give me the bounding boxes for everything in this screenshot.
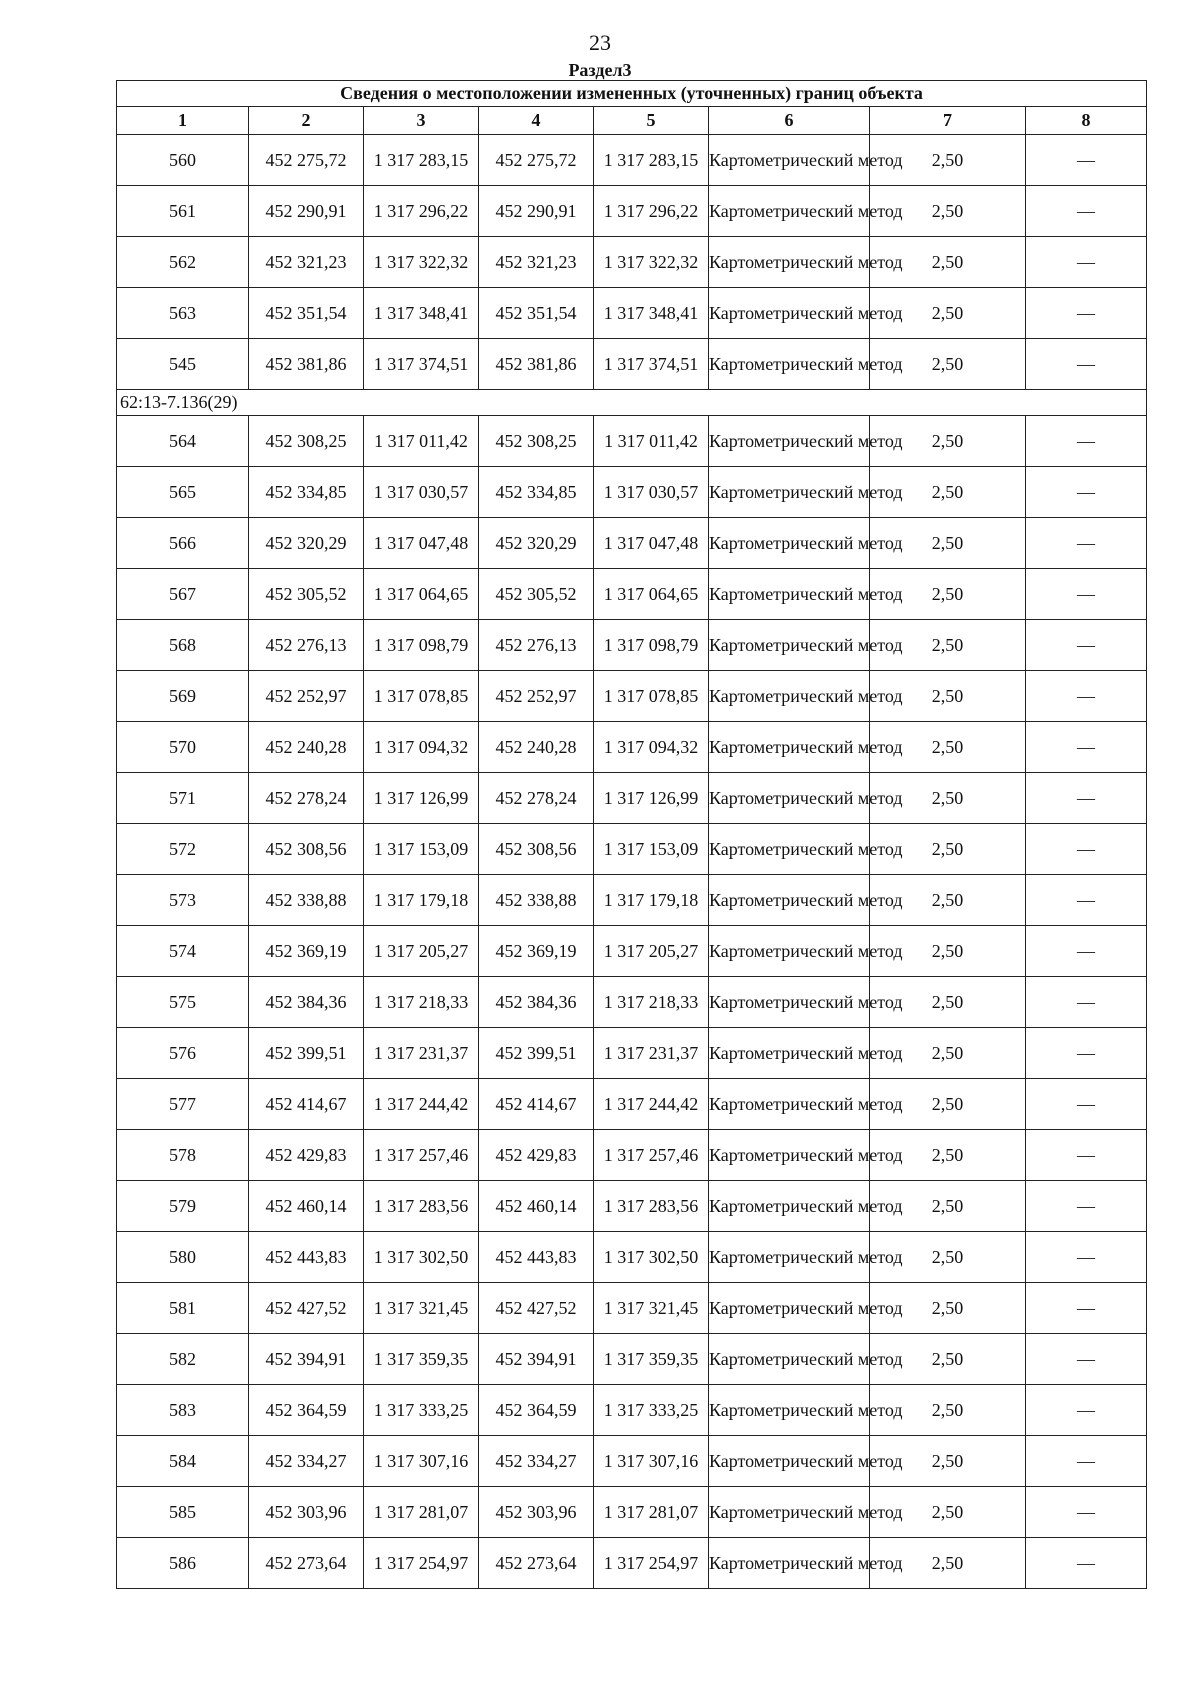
note-cell — [1026, 1130, 1147, 1181]
y-new-cell: 1 317 257,46 — [594, 1130, 709, 1181]
x-old-cell: 452 275,72 — [249, 135, 364, 186]
method-cell: Картометрический метод — [709, 722, 870, 773]
x-old-cell: 452 240,28 — [249, 722, 364, 773]
y-new-cell: 1 317 153,09 — [594, 824, 709, 875]
column-header: 4 — [479, 107, 594, 135]
column-header: 2 — [249, 107, 364, 135]
dash-mark: — — [1077, 1297, 1096, 1318]
table-row — [117, 339, 1147, 390]
note-cell — [1026, 1283, 1147, 1334]
precision-cell: 2,50 — [870, 416, 1026, 467]
rows-after-group — [117, 416, 1147, 1589]
page-number: 23 — [589, 30, 611, 55]
y-new-cell: 1 317 030,57 — [594, 467, 709, 518]
x-old-cell: 452 394,91 — [249, 1334, 364, 1385]
precision-cell: 2,50 — [870, 620, 1026, 671]
y-old-cell: 1 317 283,15 — [364, 135, 479, 186]
table-row — [117, 875, 1147, 926]
note-cell — [1026, 773, 1147, 824]
note-cell — [1026, 671, 1147, 722]
note-cell — [1026, 288, 1147, 339]
method-cell: Картометрический метод — [709, 467, 870, 518]
x-old-cell: 452 290,91 — [249, 186, 364, 237]
precision-cell: 2,50 — [870, 339, 1026, 390]
x-new-cell: 452 369,19 — [479, 926, 594, 977]
point-number-cell: 571 — [117, 773, 249, 824]
y-new-cell: 1 317 283,15 — [594, 135, 709, 186]
x-old-cell: 452 276,13 — [249, 620, 364, 671]
method-cell: Картометрический метод — [709, 416, 870, 467]
dash-mark: — — [1077, 1042, 1096, 1063]
note-cell — [1026, 1028, 1147, 1079]
precision-cell: 2,50 — [870, 671, 1026, 722]
table-row — [117, 773, 1147, 824]
y-new-cell: 1 317 078,85 — [594, 671, 709, 722]
note-cell — [1026, 518, 1147, 569]
precision-cell: 2,50 — [870, 1487, 1026, 1538]
table-row — [117, 1232, 1147, 1283]
table-row — [117, 135, 1147, 186]
point-number-cell: 565 — [117, 467, 249, 518]
y-new-cell: 1 317 374,51 — [594, 339, 709, 390]
y-new-cell: 1 317 296,22 — [594, 186, 709, 237]
section-label: Раздел3 — [568, 60, 632, 80]
x-old-cell: 452 303,96 — [249, 1487, 364, 1538]
note-cell — [1026, 1436, 1147, 1487]
x-new-cell: 452 384,36 — [479, 977, 594, 1028]
table-row — [117, 237, 1147, 288]
point-number-cell: 566 — [117, 518, 249, 569]
x-old-cell: 452 384,36 — [249, 977, 364, 1028]
x-new-cell: 452 240,28 — [479, 722, 594, 773]
table-row — [117, 1079, 1147, 1130]
x-new-cell: 452 320,29 — [479, 518, 594, 569]
point-number-cell: 568 — [117, 620, 249, 671]
x-old-cell: 452 308,25 — [249, 416, 364, 467]
dash-mark: — — [1077, 1552, 1096, 1573]
table-row — [117, 926, 1147, 977]
dash-mark: — — [1077, 1399, 1096, 1420]
point-number-cell: 577 — [117, 1079, 249, 1130]
x-old-cell: 452 443,83 — [249, 1232, 364, 1283]
note-cell — [1026, 1334, 1147, 1385]
dash-mark: — — [1077, 353, 1096, 374]
y-new-cell: 1 317 333,25 — [594, 1385, 709, 1436]
y-old-cell: 1 317 218,33 — [364, 977, 479, 1028]
point-number-cell: 560 — [117, 135, 249, 186]
y-new-cell: 1 317 359,35 — [594, 1334, 709, 1385]
dash-mark: — — [1077, 1501, 1096, 1522]
precision-cell: 2,50 — [870, 467, 1026, 518]
note-cell — [1026, 1487, 1147, 1538]
x-old-cell: 452 252,97 — [249, 671, 364, 722]
table-row — [117, 671, 1147, 722]
dash-mark: — — [1077, 430, 1096, 451]
x-new-cell: 452 429,83 — [479, 1130, 594, 1181]
group-label: 62:13-7.136(29) — [117, 390, 1147, 416]
method-cell: Картометрический метод — [709, 569, 870, 620]
precision-cell: 2,50 — [870, 1385, 1026, 1436]
x-old-cell: 452 427,52 — [249, 1283, 364, 1334]
point-number-cell: 586 — [117, 1538, 249, 1589]
x-new-cell: 452 427,52 — [479, 1283, 594, 1334]
dash-mark: — — [1077, 1195, 1096, 1216]
precision-cell: 2,50 — [870, 1079, 1026, 1130]
y-old-cell: 1 317 179,18 — [364, 875, 479, 926]
y-new-cell: 1 317 307,16 — [594, 1436, 709, 1487]
x-old-cell: 452 308,56 — [249, 824, 364, 875]
dash-mark: — — [1077, 200, 1096, 221]
precision-cell: 2,50 — [870, 569, 1026, 620]
x-old-cell: 452 369,19 — [249, 926, 364, 977]
precision-cell: 2,50 — [870, 773, 1026, 824]
table-row — [117, 1334, 1147, 1385]
precision-cell: 2,50 — [870, 186, 1026, 237]
dash-mark: — — [1077, 481, 1096, 502]
table-row — [117, 288, 1147, 339]
method-cell: Картометрический метод — [709, 620, 870, 671]
method-cell: Картометрический метод — [709, 875, 870, 926]
column-header: 8 — [1026, 107, 1147, 135]
x-new-cell: 452 321,23 — [479, 237, 594, 288]
point-number-cell: 569 — [117, 671, 249, 722]
note-cell — [1026, 722, 1147, 773]
y-old-cell: 1 317 322,32 — [364, 237, 479, 288]
dash-mark: — — [1077, 302, 1096, 323]
precision-cell: 2,50 — [870, 237, 1026, 288]
note-cell — [1026, 1538, 1147, 1589]
note-cell — [1026, 186, 1147, 237]
x-new-cell: 452 252,97 — [479, 671, 594, 722]
point-number-cell: 572 — [117, 824, 249, 875]
point-number-cell: 578 — [117, 1130, 249, 1181]
y-old-cell: 1 317 302,50 — [364, 1232, 479, 1283]
method-cell: Картометрический метод — [709, 1385, 870, 1436]
note-cell — [1026, 237, 1147, 288]
dash-mark: — — [1077, 1450, 1096, 1471]
point-number-cell: 576 — [117, 1028, 249, 1079]
y-new-cell: 1 317 126,99 — [594, 773, 709, 824]
y-old-cell: 1 317 030,57 — [364, 467, 479, 518]
x-old-cell: 452 364,59 — [249, 1385, 364, 1436]
note-cell — [1026, 824, 1147, 875]
x-old-cell: 452 381,86 — [249, 339, 364, 390]
y-new-cell: 1 317 244,42 — [594, 1079, 709, 1130]
method-cell: Картометрический метод — [709, 773, 870, 824]
table-row — [117, 1130, 1147, 1181]
dash-mark: — — [1077, 685, 1096, 706]
point-number-cell: 567 — [117, 569, 249, 620]
precision-cell: 2,50 — [870, 135, 1026, 186]
x-old-cell: 452 351,54 — [249, 288, 364, 339]
point-number-cell: 585 — [117, 1487, 249, 1538]
table-row — [117, 416, 1147, 467]
dash-mark: — — [1077, 940, 1096, 961]
method-cell: Картометрический метод — [709, 926, 870, 977]
point-number-cell: 561 — [117, 186, 249, 237]
point-number-cell: 564 — [117, 416, 249, 467]
note-cell — [1026, 1079, 1147, 1130]
y-new-cell: 1 317 179,18 — [594, 875, 709, 926]
method-cell: Картометрический метод — [709, 824, 870, 875]
precision-cell: 2,50 — [870, 1538, 1026, 1589]
note-cell — [1026, 926, 1147, 977]
note-cell — [1026, 135, 1147, 186]
precision-cell: 2,50 — [870, 824, 1026, 875]
table-caption-row — [117, 81, 1147, 107]
method-cell: Картометрический метод — [709, 237, 870, 288]
method-cell: Картометрический метод — [709, 518, 870, 569]
y-new-cell: 1 317 205,27 — [594, 926, 709, 977]
point-number-cell: 574 — [117, 926, 249, 977]
y-old-cell: 1 317 374,51 — [364, 339, 479, 390]
y-new-cell: 1 317 322,32 — [594, 237, 709, 288]
group-row — [117, 390, 1147, 416]
table-row — [117, 569, 1147, 620]
y-old-cell: 1 317 307,16 — [364, 1436, 479, 1487]
method-cell: Картометрический метод — [709, 1028, 870, 1079]
point-number-cell: 583 — [117, 1385, 249, 1436]
y-old-cell: 1 317 047,48 — [364, 518, 479, 569]
column-header-row — [117, 107, 1147, 135]
method-cell: Картометрический метод — [709, 1232, 870, 1283]
y-old-cell: 1 317 153,09 — [364, 824, 479, 875]
y-new-cell: 1 317 011,42 — [594, 416, 709, 467]
dash-mark: — — [1077, 532, 1096, 553]
rows-before-group — [117, 135, 1147, 390]
dash-mark: — — [1077, 1246, 1096, 1267]
method-cell: Картометрический метод — [709, 1283, 870, 1334]
method-cell: Картометрический метод — [709, 1130, 870, 1181]
point-number-cell: 562 — [117, 237, 249, 288]
x-new-cell: 452 443,83 — [479, 1232, 594, 1283]
method-cell: Картометрический метод — [709, 339, 870, 390]
method-cell: Картометрический метод — [709, 288, 870, 339]
y-old-cell: 1 317 257,46 — [364, 1130, 479, 1181]
dash-mark: — — [1077, 634, 1096, 655]
coordinates-table — [116, 80, 1147, 1589]
table-row — [117, 620, 1147, 671]
method-cell: Картометрический метод — [709, 186, 870, 237]
x-new-cell: 452 278,24 — [479, 773, 594, 824]
precision-cell: 2,50 — [870, 1028, 1026, 1079]
dash-mark: — — [1077, 991, 1096, 1012]
y-old-cell: 1 317 348,41 — [364, 288, 479, 339]
precision-cell: 2,50 — [870, 926, 1026, 977]
table-row — [117, 186, 1147, 237]
table-row — [117, 518, 1147, 569]
precision-cell: 2,50 — [870, 722, 1026, 773]
y-old-cell: 1 317 094,32 — [364, 722, 479, 773]
point-number-cell: 579 — [117, 1181, 249, 1232]
dash-mark: — — [1077, 736, 1096, 757]
x-new-cell: 452 308,56 — [479, 824, 594, 875]
x-old-cell: 452 414,67 — [249, 1079, 364, 1130]
y-new-cell: 1 317 098,79 — [594, 620, 709, 671]
y-new-cell: 1 317 281,07 — [594, 1487, 709, 1538]
x-old-cell: 452 305,52 — [249, 569, 364, 620]
method-cell: Картометрический метод — [709, 1181, 870, 1232]
y-old-cell: 1 317 078,85 — [364, 671, 479, 722]
x-new-cell: 452 308,25 — [479, 416, 594, 467]
note-cell — [1026, 1385, 1147, 1436]
x-old-cell: 452 273,64 — [249, 1538, 364, 1589]
y-new-cell: 1 317 348,41 — [594, 288, 709, 339]
y-old-cell: 1 317 231,37 — [364, 1028, 479, 1079]
precision-cell: 2,50 — [870, 1130, 1026, 1181]
precision-cell: 2,50 — [870, 977, 1026, 1028]
note-cell — [1026, 569, 1147, 620]
table-row — [117, 1436, 1147, 1487]
y-old-cell: 1 317 254,97 — [364, 1538, 479, 1589]
table-row — [117, 1181, 1147, 1232]
point-number-cell: 575 — [117, 977, 249, 1028]
y-old-cell: 1 317 126,99 — [364, 773, 479, 824]
point-number-cell: 581 — [117, 1283, 249, 1334]
table-row — [117, 977, 1147, 1028]
x-old-cell: 452 320,29 — [249, 518, 364, 569]
method-cell: Картометрический метод — [709, 1334, 870, 1385]
x-old-cell: 452 334,85 — [249, 467, 364, 518]
x-new-cell: 452 460,14 — [479, 1181, 594, 1232]
table-row — [117, 1385, 1147, 1436]
y-new-cell: 1 317 254,97 — [594, 1538, 709, 1589]
method-cell: Картометрический метод — [709, 671, 870, 722]
method-cell: Картометрический метод — [709, 977, 870, 1028]
x-old-cell: 452 429,83 — [249, 1130, 364, 1181]
y-old-cell: 1 317 098,79 — [364, 620, 479, 671]
table-row — [117, 1538, 1147, 1589]
precision-cell: 2,50 — [870, 1181, 1026, 1232]
x-new-cell: 452 338,88 — [479, 875, 594, 926]
precision-cell: 2,50 — [870, 1334, 1026, 1385]
dash-mark: — — [1077, 1348, 1096, 1369]
dash-mark: — — [1077, 787, 1096, 808]
dash-mark: — — [1077, 583, 1096, 604]
y-old-cell: 1 317 244,42 — [364, 1079, 479, 1130]
x-new-cell: 452 351,54 — [479, 288, 594, 339]
column-header: 5 — [594, 107, 709, 135]
x-new-cell: 452 334,27 — [479, 1436, 594, 1487]
precision-cell: 2,50 — [870, 1283, 1026, 1334]
x-old-cell: 452 334,27 — [249, 1436, 364, 1487]
x-new-cell: 452 275,72 — [479, 135, 594, 186]
y-old-cell: 1 317 064,65 — [364, 569, 479, 620]
y-new-cell: 1 317 321,45 — [594, 1283, 709, 1334]
note-cell — [1026, 339, 1147, 390]
point-number-cell: 563 — [117, 288, 249, 339]
y-old-cell: 1 317 205,27 — [364, 926, 479, 977]
table-row — [117, 1283, 1147, 1334]
table-caption: Сведения о местоположении измененных (уточненных) границ объекта — [117, 81, 1147, 107]
point-number-cell: 573 — [117, 875, 249, 926]
table-row — [117, 467, 1147, 518]
y-old-cell: 1 317 011,42 — [364, 416, 479, 467]
y-new-cell: 1 317 283,56 — [594, 1181, 709, 1232]
note-cell — [1026, 875, 1147, 926]
y-old-cell: 1 317 296,22 — [364, 186, 479, 237]
note-cell — [1026, 416, 1147, 467]
point-number-cell: 580 — [117, 1232, 249, 1283]
note-cell — [1026, 977, 1147, 1028]
x-new-cell: 452 414,67 — [479, 1079, 594, 1130]
dash-mark: — — [1077, 251, 1096, 272]
method-cell: Картометрический метод — [709, 1436, 870, 1487]
x-new-cell: 452 303,96 — [479, 1487, 594, 1538]
note-cell — [1026, 467, 1147, 518]
y-new-cell: 1 317 064,65 — [594, 569, 709, 620]
precision-cell: 2,50 — [870, 288, 1026, 339]
x-new-cell: 452 364,59 — [479, 1385, 594, 1436]
x-old-cell: 452 460,14 — [249, 1181, 364, 1232]
x-new-cell: 452 305,52 — [479, 569, 594, 620]
y-old-cell: 1 317 359,35 — [364, 1334, 479, 1385]
x-new-cell: 452 399,51 — [479, 1028, 594, 1079]
dash-mark: — — [1077, 1144, 1096, 1165]
x-new-cell: 452 381,86 — [479, 339, 594, 390]
point-number-cell: 545 — [117, 339, 249, 390]
x-new-cell: 452 394,91 — [479, 1334, 594, 1385]
method-cell: Картометрический метод — [709, 1487, 870, 1538]
y-new-cell: 1 317 094,32 — [594, 722, 709, 773]
dash-mark: — — [1077, 838, 1096, 859]
x-old-cell: 452 338,88 — [249, 875, 364, 926]
x-new-cell: 452 276,13 — [479, 620, 594, 671]
dash-mark: — — [1077, 149, 1096, 170]
x-new-cell: 452 290,91 — [479, 186, 594, 237]
x-new-cell: 452 334,85 — [479, 467, 594, 518]
x-old-cell: 452 278,24 — [249, 773, 364, 824]
x-old-cell: 452 399,51 — [249, 1028, 364, 1079]
note-cell — [1026, 620, 1147, 671]
precision-cell: 2,50 — [870, 1436, 1026, 1487]
note-cell — [1026, 1181, 1147, 1232]
y-new-cell: 1 317 302,50 — [594, 1232, 709, 1283]
precision-cell: 2,50 — [870, 875, 1026, 926]
column-header: 6 — [709, 107, 870, 135]
y-new-cell: 1 317 047,48 — [594, 518, 709, 569]
point-number-cell: 582 — [117, 1334, 249, 1385]
y-new-cell: 1 317 218,33 — [594, 977, 709, 1028]
table-row — [117, 1028, 1147, 1079]
column-header: 7 — [870, 107, 1026, 135]
column-header: 1 — [117, 107, 249, 135]
method-cell: Картометрический метод — [709, 135, 870, 186]
point-number-cell: 584 — [117, 1436, 249, 1487]
dash-mark: — — [1077, 889, 1096, 910]
y-old-cell: 1 317 333,25 — [364, 1385, 479, 1436]
column-header: 3 — [364, 107, 479, 135]
y-old-cell: 1 317 281,07 — [364, 1487, 479, 1538]
x-old-cell: 452 321,23 — [249, 237, 364, 288]
method-cell: Картометрический метод — [709, 1079, 870, 1130]
group-section — [117, 390, 1147, 416]
y-new-cell: 1 317 231,37 — [594, 1028, 709, 1079]
y-old-cell: 1 317 321,45 — [364, 1283, 479, 1334]
note-cell — [1026, 1232, 1147, 1283]
table-row — [117, 1487, 1147, 1538]
table-row — [117, 722, 1147, 773]
method-cell: Картометрический метод — [709, 1538, 870, 1589]
y-old-cell: 1 317 283,56 — [364, 1181, 479, 1232]
precision-cell: 2,50 — [870, 1232, 1026, 1283]
dash-mark: — — [1077, 1093, 1096, 1114]
point-number-cell: 570 — [117, 722, 249, 773]
precision-cell: 2,50 — [870, 518, 1026, 569]
x-new-cell: 452 273,64 — [479, 1538, 594, 1589]
table-row — [117, 824, 1147, 875]
